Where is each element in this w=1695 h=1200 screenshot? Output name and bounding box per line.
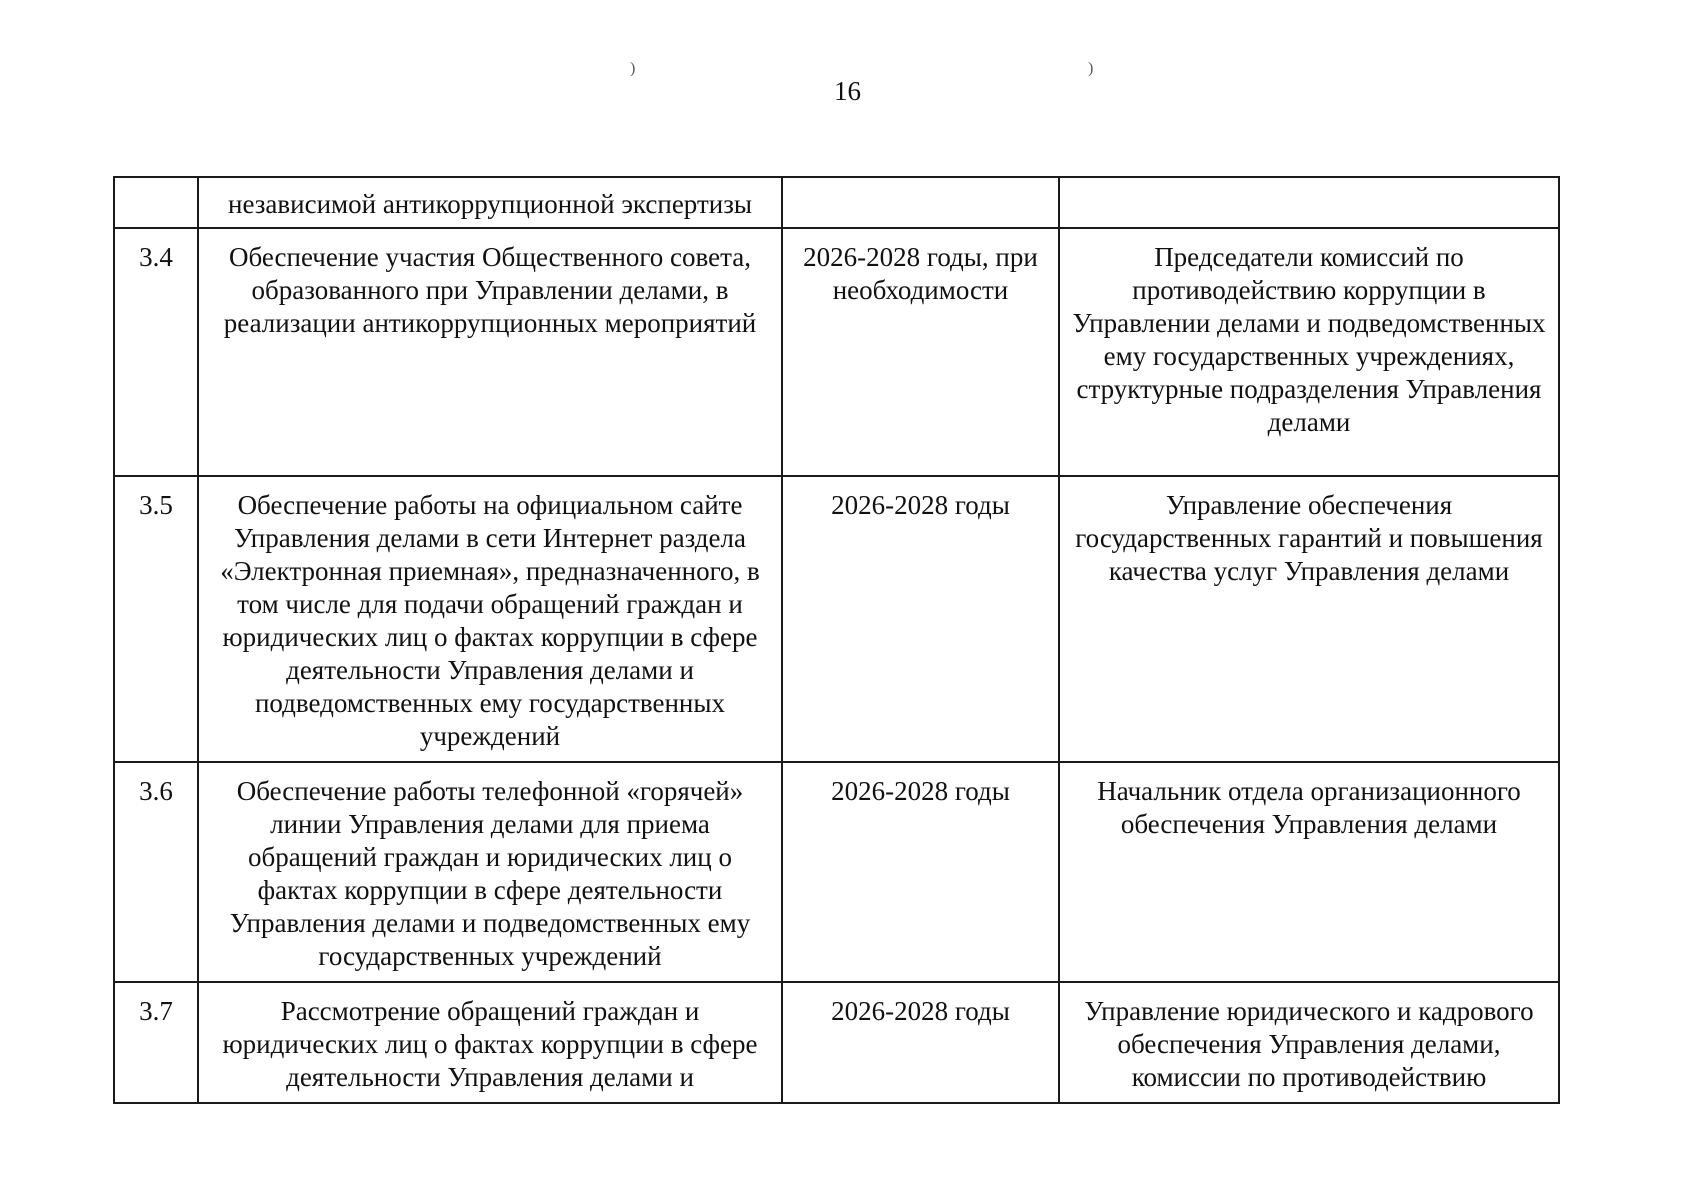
scan-mark-right: ) <box>1088 60 1094 77</box>
responsible-cell: Председатели комиссий по противодействию коррупции в Управлении делами и подведомственных ему государственных учреждениях, структурные подразделения Управления делами <box>1059 228 1559 476</box>
page-number: 16 <box>834 76 861 106</box>
item-number-cell: 3.7 <box>114 982 198 1103</box>
table-row <box>114 762 1559 982</box>
item-number-cell <box>114 177 198 228</box>
activity-cell: Обеспечение работы на официальном сайте Управления делами в сети Интернет раздела «Электронная приемная», предназначенного, в том числе для подачи обращений граждан и юридических лиц о фактах коррупции в сфере деятельности Управления делами и подведомственных ему государственных учреждений <box>198 476 782 762</box>
item-number-cell: 3.6 <box>114 762 198 982</box>
responsible-cell: Управление обеспечения государственных гарантий и повышения качества услуг Управления делами <box>1059 476 1559 762</box>
table-row <box>114 177 1559 228</box>
activity-cell: Обеспечение участия Общественного совета, образованного при Управлении делами, в реализации антикоррупционных мероприятий <box>198 228 782 476</box>
responsible-cell <box>1059 177 1559 228</box>
table-row <box>114 476 1559 762</box>
term-cell: 2026-2028 годы <box>782 762 1059 982</box>
responsible-cell: Управление юридического и кадрового обеспечения Управления делами, комиссии по противодействию <box>1059 982 1559 1103</box>
term-cell: 2026-2028 годы, при необходимости <box>782 228 1059 476</box>
table-row <box>114 982 1559 1103</box>
activity-cell: Рассмотрение обращений граждан и юридических лиц о фактах коррупции в сфере деятельности Управления делами и <box>198 982 782 1103</box>
activity-cell: независимой антикоррупционной экспертизы <box>198 177 782 228</box>
activity-cell: Обеспечение работы телефонной «горячей» линии Управления делами для приема обращений граждан и юридических лиц о фактах коррупции в сфере деятельности Управления делами и подведомственных ему государственных учреждений <box>198 762 782 982</box>
measures-table <box>113 176 1560 1104</box>
item-number-cell: 3.5 <box>114 476 198 762</box>
term-cell: 2026-2028 годы <box>782 476 1059 762</box>
table-row <box>114 228 1559 476</box>
scan-mark-left: ) <box>630 60 636 77</box>
term-cell: 2026-2028 годы <box>782 982 1059 1103</box>
term-cell <box>782 177 1059 228</box>
item-number-cell: 3.4 <box>114 228 198 476</box>
responsible-cell: Начальник отдела организационного обеспечения Управления делами <box>1059 762 1559 982</box>
